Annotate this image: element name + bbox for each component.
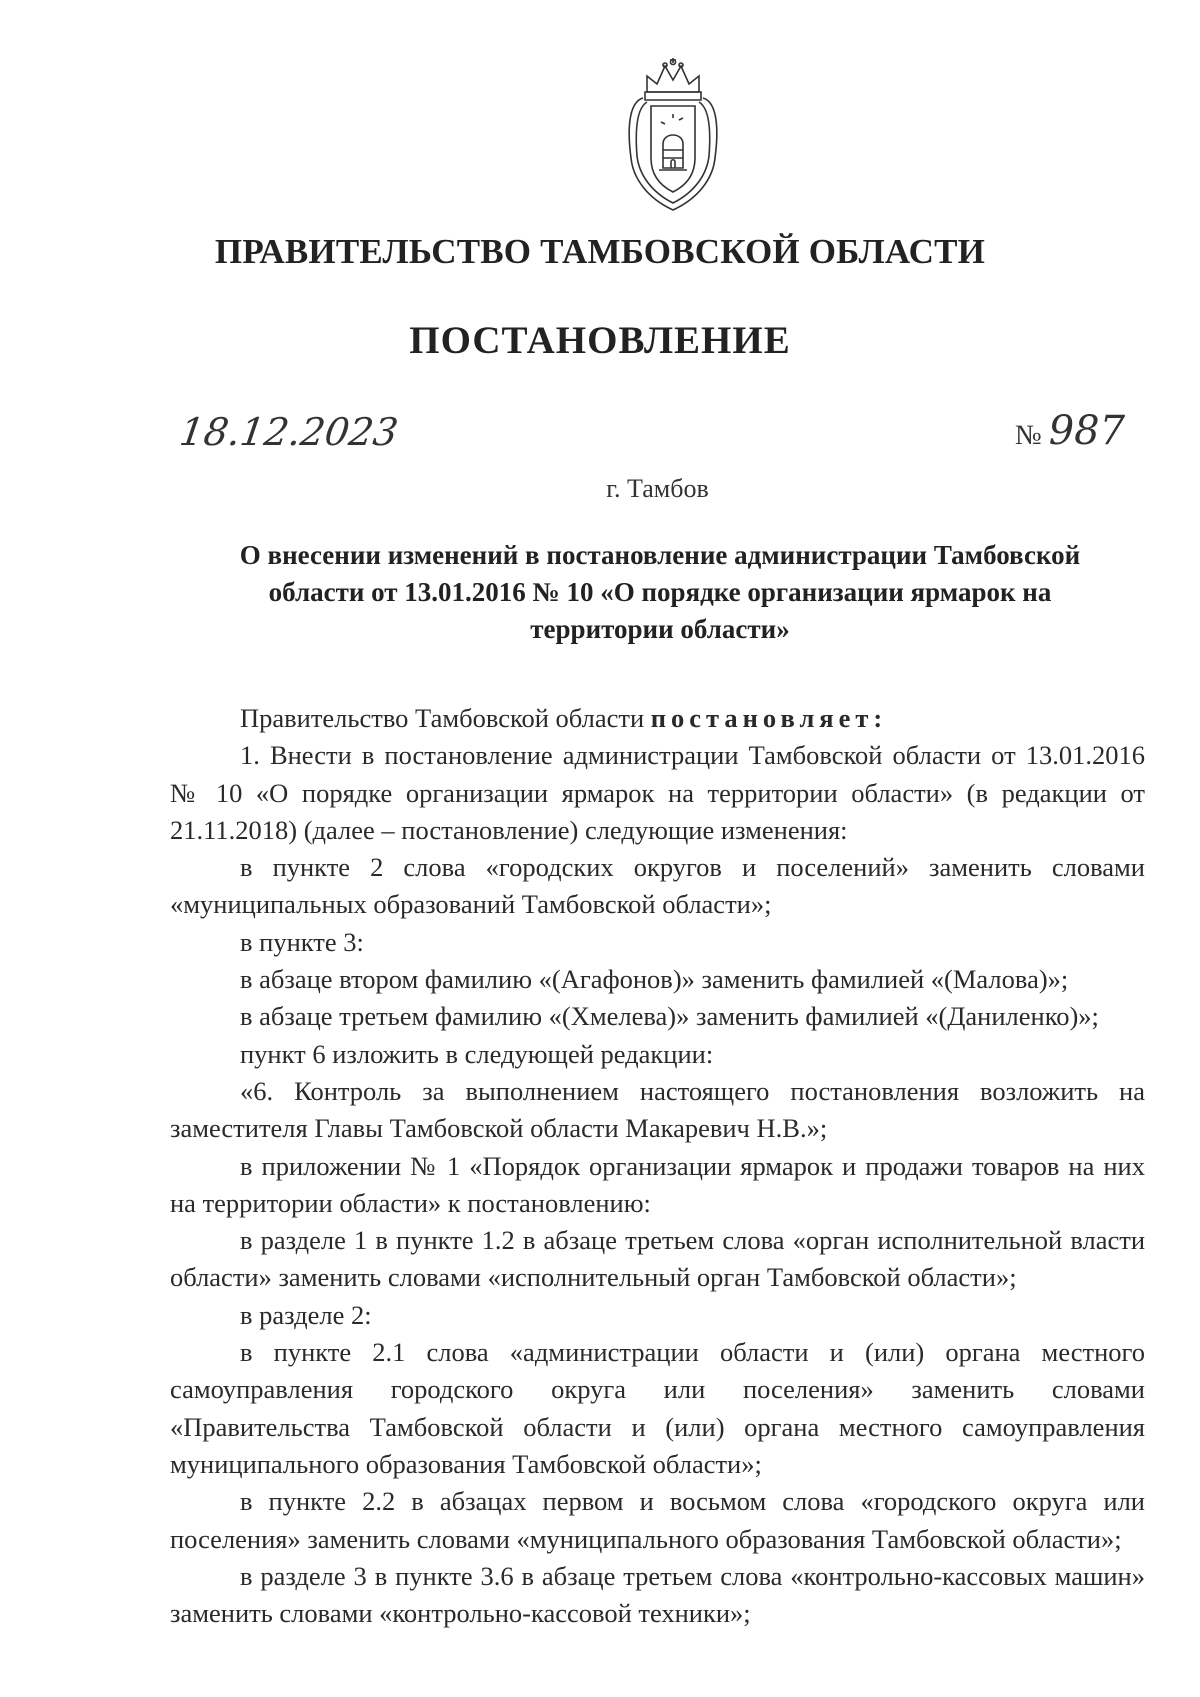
number-prefix: №	[1015, 420, 1042, 451]
paragraph: в приложении № 1 «Порядок организации ярмарок и продажи товаров на них на территории области» к постановлению:	[170, 1150, 1145, 1218]
paragraph: в абзаце третьем фамилию «(Хмелева)» заменить фамилией «(Даниленко)»;	[240, 1001, 1099, 1032]
city: г. Тамбов	[606, 474, 709, 503]
paragraph: в пункте 3:	[240, 926, 364, 957]
tambov-coat-of-arms-icon	[617, 58, 729, 218]
paragraph: в разделе 1 в пункте 1.2 в абзаце третьем слова «орган исполнительной власти области» заменить словами «исполнительный орган Тамбовской области»;	[170, 1225, 1145, 1293]
paragraph: в разделе 2:	[240, 1299, 372, 1330]
intro-text: Правительство Тамбовской области	[240, 703, 651, 733]
paragraph: 1. Внести в постановление администрации Тамбовской области от 13.01.2016 № 10 «О порядке организации ярмарок на территории области» (в редакции от 21.11.2018) (далее – постановление) следующие изменения:	[170, 740, 1145, 845]
document-number	[1015, 408, 1125, 454]
paragraph: в разделе 3 в пункте 3.6 в абзаце третьем слова «контрольно-кассовых машин» заменить словами «контрольно-кассовой техники»;	[170, 1560, 1145, 1629]
paragraph: в пункте 2 слова «городских округов и поселений» заменить словами «муниципальных образований Тамбовской области»;	[170, 852, 1145, 920]
organization-name: ПРАВИТЕЛЬСТВО ТАМБОВСКОЙ ОБЛАСТИ	[214, 232, 986, 271]
document-type: ПОСТАНОВЛЕНИЕ	[409, 319, 791, 362]
number-value: 987	[1048, 408, 1126, 454]
paragraph: в пункте 2.1 слова «администрации области и (или) органа местного самоуправления городского округа или поселения» заменить словами «Правительства Тамбовской области и (или) органа местного самоуправления муниципального образования Тамбовской области»;	[170, 1337, 1145, 1479]
document-title: О внесении изменений в постановление администрации Тамбовской области от 13.01.2016 № 10 «О порядке организации ярмарок на территории области»	[239, 540, 1081, 644]
document-date: 18.12.2023	[176, 410, 401, 454]
paragraph: в пункте 2.2 в абзацах первом и восьмом слова «городского округа или поселения» заменить словами «муниципального образования Тамбовской области»;	[170, 1486, 1145, 1554]
intro-paragraph	[170, 700, 1145, 737]
paragraph: пункт 6 изложить в следующей редакции:	[240, 1038, 714, 1069]
paragraph: в абзаце втором фамилию «(Агафонов)» заменить фамилией «(Малова)»;	[240, 964, 1069, 995]
paragraph: «6. Контроль за выполнением настоящего постановления возложить на заместителя Главы Тамбовской области Макаревич Н.В.»;	[170, 1075, 1145, 1144]
document-body	[170, 700, 1145, 1632]
intro-emphasis: постановляет:	[650, 703, 888, 733]
